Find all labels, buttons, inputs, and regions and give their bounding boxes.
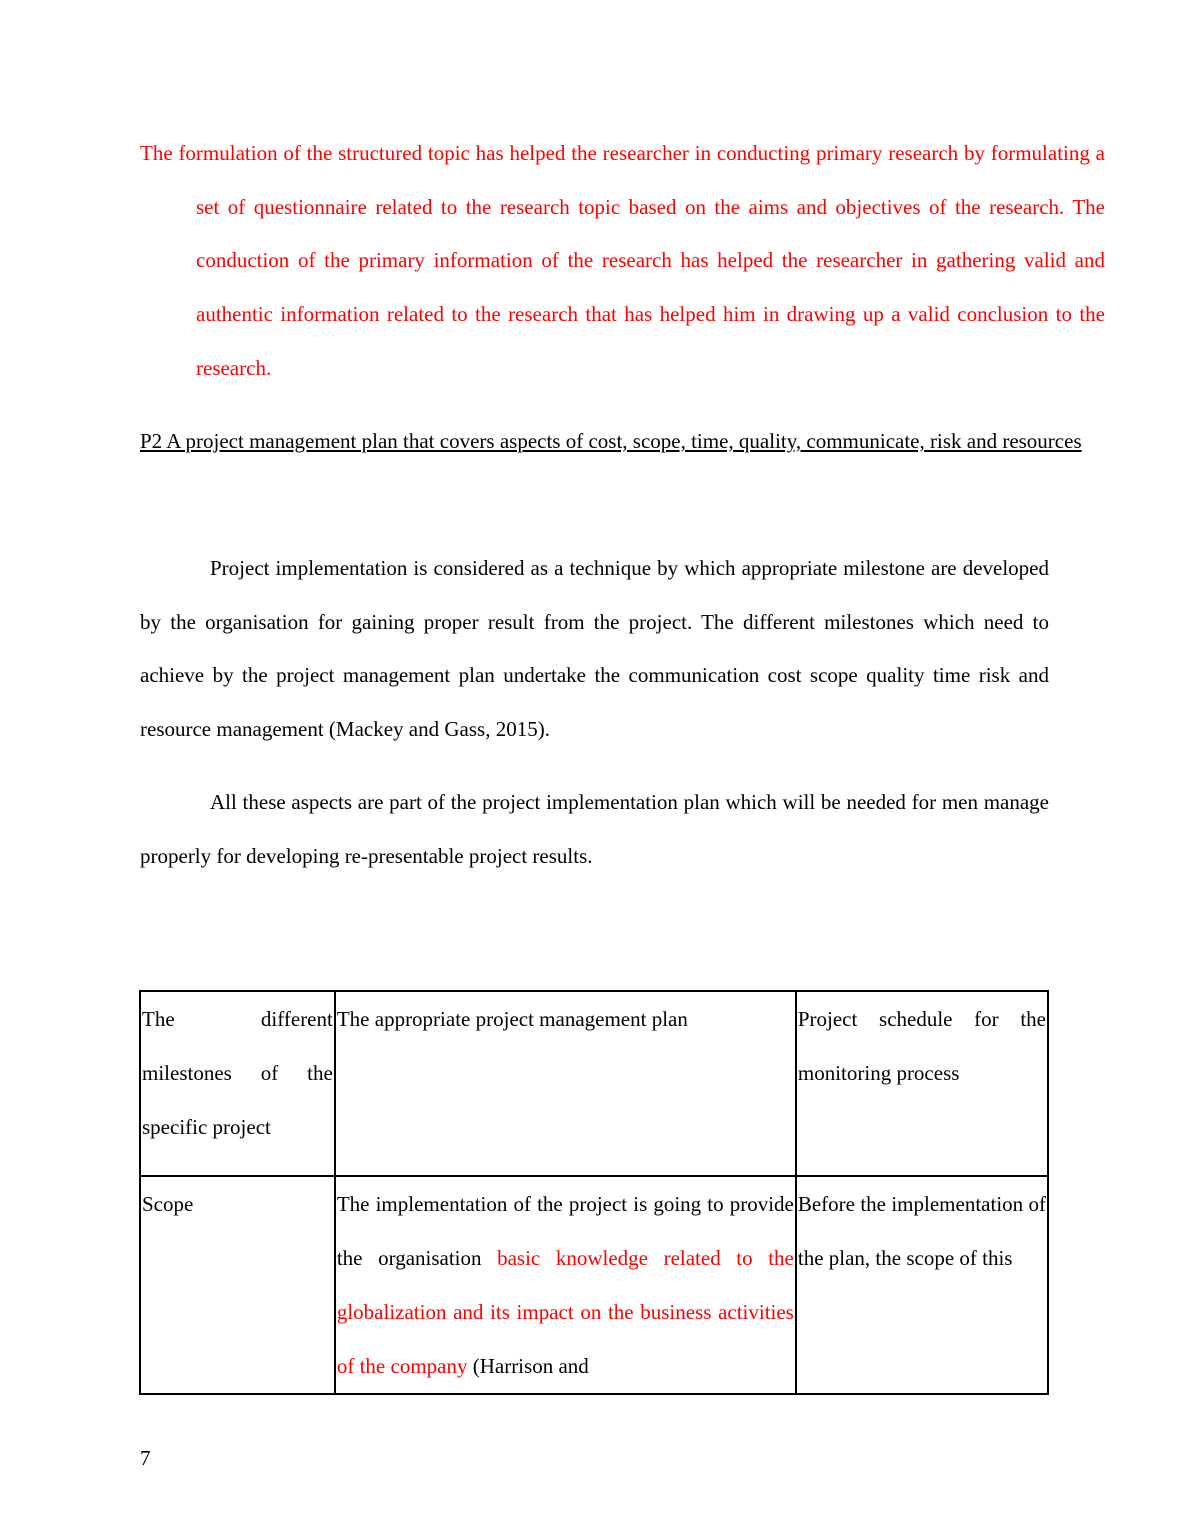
- cell-schedule-scope: [796, 1176, 1048, 1394]
- body-paragraph-2: All these aspects are part of the project implementation plan which will be needed for men manage properly for developing re-presentable project results.: [140, 790, 1049, 868]
- body-paragraph-1: Project implementation is considered as a technique by which appropriate milestone are developed by the organisation for gaining proper result from the project. The different milestones which need to achieve by the project management plan undertake the communication cost scope quality time risk and resource management (Mackey and Gass, 2015).: [140, 556, 1049, 742]
- header-milestones: [140, 991, 335, 1176]
- plan-text-black: The implementation of the project is going to provide the organisation: [336, 1192, 794, 1270]
- table-header-row: [140, 991, 1048, 1176]
- cell-plan-scope-text: [337, 1177, 794, 1393]
- cell-milestone-scope-text: Scope: [142, 1192, 194, 1216]
- section-heading: P2 A project management plan that covers aspects of cost, scope, time, quality, communicate, risk and resources: [140, 429, 1082, 453]
- header-plan: [335, 991, 796, 1176]
- header-schedule-text: Project schedule for the monitoring process: [797, 1007, 1046, 1085]
- plan-text-red: basic knowledge related to the globalization and its impact on the business activities of the company: [336, 1246, 794, 1378]
- intro-paragraph: The formulation of the structured topic has helped the researcher in conducting primary research by formulating a set of questionnaire related to the research topic based on the aims and objectives of the research. The conduction of the primary information of the research has helped the researcher in gathering valid and authentic information related to the research that has helped him in drawing up a valid conclusion to the research.: [140, 141, 1105, 380]
- table-row: [140, 1176, 1048, 1394]
- cell-schedule-scope-text: Before the implementation of the plan, the scope of this: [797, 1192, 1046, 1270]
- plan-text-citation: (Harrison and: [467, 1354, 589, 1378]
- cell-milestone-scope: [140, 1176, 335, 1394]
- cell-plan-scope: [335, 1176, 796, 1394]
- project-plan-table: [139, 990, 1049, 1395]
- header-schedule: [796, 991, 1048, 1176]
- header-milestones-text: The different milestones of the specific project: [142, 1007, 333, 1139]
- header-plan-text: The appropriate project management plan: [336, 1007, 688, 1031]
- page-number: 7: [140, 1446, 151, 1470]
